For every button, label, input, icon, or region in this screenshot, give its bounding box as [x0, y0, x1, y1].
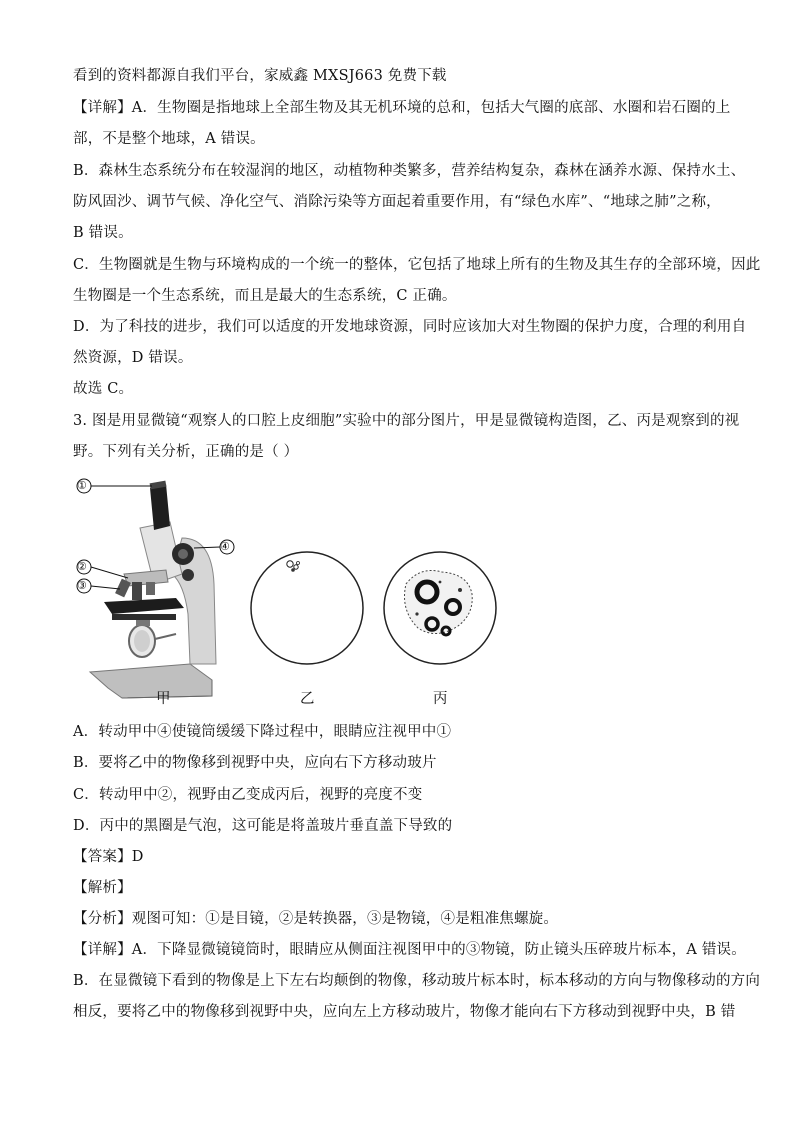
analysis-line: 【分析】观图可知：①是目镜，②是转换器，③是物镜，④是粗准焦螺旋。: [73, 911, 559, 927]
answer-line: 【答案】D: [73, 849, 144, 865]
detail-line: C．生物圈就是生物与环境构成的一个统一的整体，它包括了地球上所有的生物及其生存的全部环境，因此: [73, 257, 761, 273]
detail-line: 然资源，D 错误。: [73, 350, 193, 366]
label-coarse-knob: ④: [220, 540, 230, 553]
detail-line: 生物圈是一个生态系统，而且是最大的生态系统，C 正确。: [73, 288, 457, 304]
detail-line: B 错误。: [73, 225, 133, 241]
choice-summary: 故选 C。: [73, 381, 134, 397]
field-view-bing: [384, 552, 496, 664]
detail-line: B．森林生态系统分布在较湿润的地区，动植物种类繁多，营养结构复杂，森林在涵养水源、保持水土、: [73, 163, 746, 179]
label-nosepiece: ②: [77, 560, 87, 573]
label-objective: ③: [77, 579, 87, 592]
detail-line: B．在显微镜下看到的物像是上下左右均颠倒的物像，移动玻片标本时，标本移动的方向与物像移动的方向: [73, 973, 761, 989]
question-stem: 3. 图是用显微镜“观察人的口腔上皮细胞”实验中的部分图片，甲是显微镜构造图，乙、丙是观察到的视: [73, 413, 740, 429]
detail-line: 【详解】A．生物圈是指地球上全部生物及其无机环境的总和，包括大气圈的底部、水圈和岩石圈的上: [73, 100, 731, 116]
microscope-illustration: [70, 474, 510, 710]
microscope-figure: [70, 474, 510, 710]
option-a: A．转动甲中④使镜筒缓缓下降过程中，眼睛应注视甲中①: [73, 724, 452, 740]
caption-yi: 乙: [300, 691, 315, 707]
caption-bing: 丙: [433, 691, 448, 707]
caption-jia: 甲: [156, 691, 171, 707]
microscope-drawing: [90, 481, 216, 698]
detail-line: D．为了科技的进步，我们可以适度的开发地球资源，同时应该加大对生物圈的保护力度，合理的利用自: [73, 319, 747, 335]
detail-line: 部，不是整个地球，A 错误。: [73, 131, 265, 147]
detail-line: 相反，要将乙中的物像移到视野中央，应向左上方移动玻片，物像才能向右下方移动到视野中央，B 错: [73, 1004, 736, 1020]
option-c: C．转动甲中②，视野由乙变成丙后，视野的亮度不变: [73, 787, 423, 803]
label-eyepiece: ①: [77, 479, 87, 492]
detail-line: 防风固沙、调节气候、净化空气、消除污染等方面起着重要作用，有“绿色水库”、“地球之肺”之称，: [73, 194, 721, 210]
question-stem: 野。下列有关分析，正确的是（ ）: [73, 444, 299, 460]
detail-line: 【详解】A．下降显微镜镜筒时，眼睛应从侧面注视图甲中的③物镜，防止镜头压碎玻片标本，A 错误。: [73, 942, 746, 958]
field-view-yi: [251, 552, 363, 664]
option-d: D．丙中的黑圈是气泡，这可能是将盖玻片垂直盖下导致的: [73, 818, 453, 834]
option-b: B．要将乙中的物像移到视野中央，应向右下方移动玻片: [73, 755, 437, 771]
header-note: 看到的资料都源自我们平台，家威鑫 MXSJ663 免费下载: [73, 68, 447, 84]
analysis-heading: 【解析】: [73, 880, 132, 896]
